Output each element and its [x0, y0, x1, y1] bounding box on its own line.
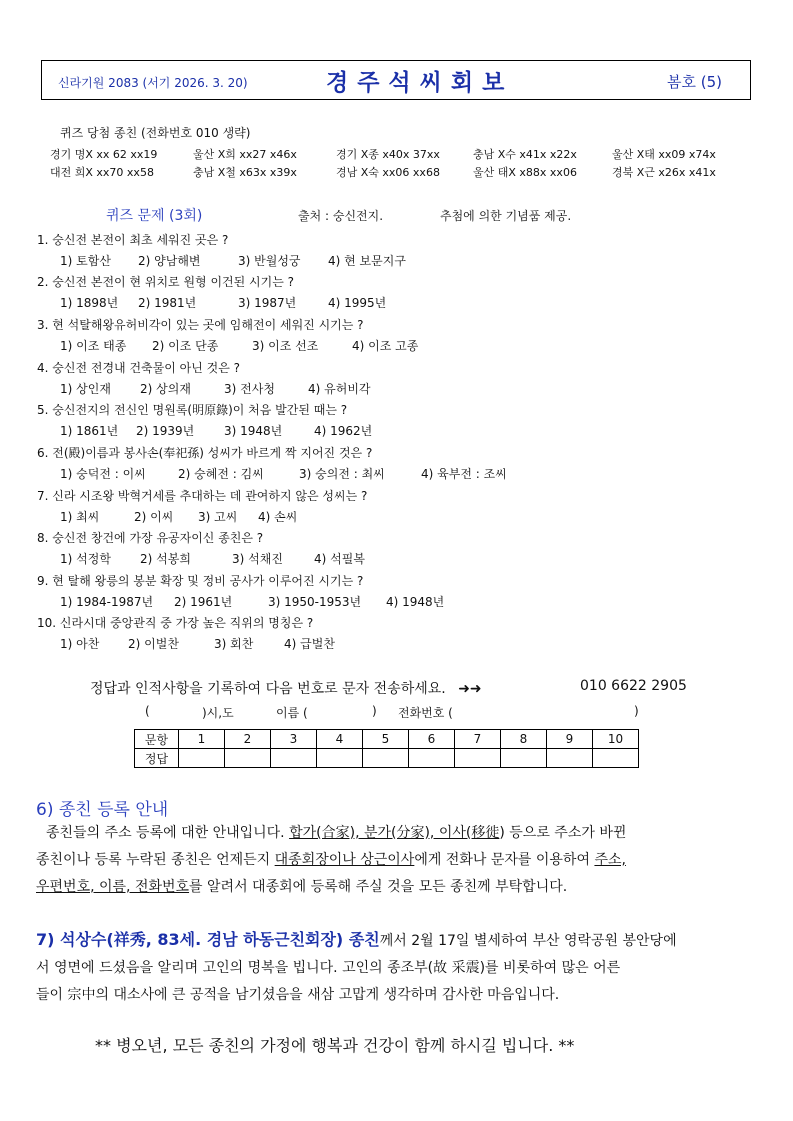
quiz-option: 2) 숭혜전 : 김씨: [178, 467, 264, 481]
form-name-label: 이름 (: [276, 706, 308, 720]
question-number: 4: [317, 730, 363, 749]
quiz-question: 9. 현 탈해 왕릉의 봉분 확장 및 정비 공사가 이루어진 시기는 ?: [37, 574, 364, 588]
table-row-label: 문항: [135, 730, 179, 749]
section6-text: 를 알려서 대종회에 등록해 주실 것을 모든 종친께 부탁합니다.: [189, 879, 568, 895]
answer-cell[interactable]: [363, 749, 409, 768]
section6-line: [36, 847, 756, 874]
table-row: [135, 749, 639, 768]
newsletter-header: [41, 60, 751, 100]
winners-title: 퀴즈 당첨 종친 (전화번호 010 생략): [60, 126, 251, 140]
section7-line: [36, 926, 756, 955]
section6-underlined: 대종회장이나 상근이사: [274, 852, 415, 868]
section7-line: 들이 宗中의 대소사에 큰 공적을 남기셨음을 새삼 고맙게 생각하며 감사한 마음입니다.: [36, 987, 560, 1003]
section6-underlined: 합가(合家), 분가(分家), 이사(移徙: [289, 825, 500, 841]
table-row: [135, 730, 639, 749]
quiz-option: 4) 유허비각: [308, 382, 371, 396]
answer-cell[interactable]: [317, 749, 363, 768]
answer-cell[interactable]: [547, 749, 593, 768]
quiz-question: 10. 신라시대 중앙관직 중 가장 높은 직위의 명칭은 ?: [37, 616, 314, 630]
quiz-options: [60, 252, 406, 269]
question-number: 1: [179, 730, 225, 749]
question-number: 6: [409, 730, 455, 749]
quiz-option: 1) 1984-1987년: [60, 595, 154, 609]
answer-cell[interactable]: [179, 749, 225, 768]
section6-underlined: 우편번호, 이름, 전화번호: [36, 879, 190, 895]
winner-entry: 경기 X종 x40x 37xx: [336, 148, 440, 161]
winner-entry: 울산 태X x88x xx06: [473, 166, 577, 179]
quiz-option: 2) 이조 단종: [152, 339, 219, 353]
closing-message: ** 병오년, 모든 종친의 가정에 행복과 건강이 함께 하시길 빕니다. **: [95, 1036, 575, 1055]
question-number: 10: [593, 730, 639, 749]
section7-body: [36, 926, 756, 1009]
question-number: 9: [547, 730, 593, 749]
answer-cell[interactable]: [271, 749, 317, 768]
arrow-icon: ➜➜: [458, 681, 482, 697]
section7-text: 께서 2월 17일 별세하여 부산 영락공원 봉안당에: [379, 933, 677, 949]
quiz-option: 1) 1898년: [60, 296, 119, 310]
question-number: 8: [501, 730, 547, 749]
quiz-option: 3) 이조 선조: [252, 339, 319, 353]
quiz-question: 1. 숭신전 본전이 최초 세워진 곳은 ?: [37, 233, 229, 247]
answer-cell[interactable]: [455, 749, 501, 768]
header-date: 신라기원 2083 (서기 2026. 3. 20): [58, 76, 248, 90]
quiz-options: [60, 550, 365, 567]
quiz-option: 2) 석봉희: [140, 552, 191, 566]
winner-entry: 울산 X희 xx27 x46x: [193, 148, 297, 161]
quiz-options: [60, 337, 418, 354]
section6-title: 6) 종친 등록 안내: [36, 800, 169, 820]
quiz-source: 출처 : 숭신전지.: [298, 209, 384, 223]
question-number: 3: [271, 730, 317, 749]
section6-line: [36, 820, 756, 847]
section6-text: 종친이나 등록 누락된 종친은 언제든지: [36, 852, 275, 868]
quiz-options: [60, 593, 444, 610]
quiz-option: 4) 1948년: [386, 595, 445, 609]
answer-cell[interactable]: [501, 749, 547, 768]
quiz-option: 3) 회찬: [214, 637, 254, 651]
quiz-option: 2) 1939년: [136, 424, 195, 438]
quiz-question: 5. 숭신전지의 전신인 명원록(明原錄)이 처음 발간된 때는 ?: [37, 403, 348, 417]
quiz-option: 3) 숭의전 : 최씨: [299, 467, 385, 481]
winner-entry: 경북 X근 x26x x41x: [612, 166, 716, 179]
section6-body: [36, 820, 756, 901]
quiz-option: 1) 석정학: [60, 552, 111, 566]
submit-instruction: [90, 678, 482, 698]
quiz-option: 1) 이조 태종: [60, 339, 127, 353]
quiz-option: 4) 1995년: [328, 296, 387, 310]
section7-title: 7) 석상수(祥秀, 83세. 경남 하동근친회장) 종친: [36, 930, 380, 949]
quiz-option: 3) 1987년: [238, 296, 297, 310]
winner-entry: 울산 X태 xx09 x74x: [612, 148, 716, 161]
quiz-options: [60, 422, 372, 439]
winner-entry: 경기 명X xx 62 xx19: [50, 148, 158, 161]
winner-entry: 충남 X수 x41x x22x: [473, 148, 577, 161]
quiz-options: [60, 508, 297, 525]
question-number: 7: [455, 730, 501, 749]
winner-entry: 경남 X숙 xx06 xx68: [336, 166, 440, 179]
quiz-option: 3) 고씨: [198, 510, 238, 524]
section6-text: 에게 전화나 문자를 이용하여: [414, 852, 595, 868]
quiz-option: 1) 1861년: [60, 424, 119, 438]
newsletter-title: 경주석씨회보: [326, 70, 514, 96]
quiz-option: 1) 아찬: [60, 637, 100, 651]
answer-cell[interactable]: [409, 749, 455, 768]
quiz-option: 1) 최씨: [60, 510, 100, 524]
quiz-question: 8. 숭신전 창건에 가장 유공자이신 종친은 ?: [37, 531, 264, 545]
quiz-option: 2) 이벌찬: [128, 637, 179, 651]
form-region-label: )시,도: [202, 706, 234, 720]
quiz-question: 7. 신라 시조왕 박혁거세를 추대하는 데 관여하지 않은 성씨는 ?: [37, 489, 368, 503]
quiz-options: [60, 380, 371, 397]
quiz-option: 3) 1950-1953년: [268, 595, 362, 609]
quiz-option: 3) 1948년: [224, 424, 283, 438]
question-number: 5: [363, 730, 409, 749]
submit-phone: 010 6622 2905: [580, 678, 687, 694]
quiz-options: [60, 294, 386, 311]
quiz-question: 6. 전(殿)이름과 봉사손(奉祀孫) 성씨가 바르게 짝 지어진 것은 ?: [37, 446, 373, 460]
section6-underlined: 주소,: [594, 852, 626, 868]
quiz-option: 3) 반월성궁: [238, 254, 301, 268]
quiz-option: 3) 전사청: [224, 382, 275, 396]
form-phone-close: ): [634, 704, 639, 718]
answer-cell[interactable]: [225, 749, 271, 768]
quiz-option: 4) 손씨: [258, 510, 298, 524]
quiz-option: 4) 1962년: [314, 424, 373, 438]
section6-text: ) 등으로 주소가 바뀐: [499, 825, 627, 841]
quiz-option: 4) 석필복: [314, 552, 365, 566]
quiz-option: 1) 상인재: [60, 382, 111, 396]
table-row-label: 정답: [135, 749, 179, 768]
section6-text: 종친들의 주소 등록에 대한 안내입니다.: [46, 825, 290, 841]
question-number: 2: [225, 730, 271, 749]
quiz-option: 4) 급벌찬: [284, 637, 335, 651]
quiz-question: 3. 현 석탈해왕유허비각이 있는 곳에 임해전이 세워진 시기는 ?: [37, 318, 364, 332]
quiz-option: 4) 현 보문지구: [328, 254, 406, 268]
quiz-option: 4) 이조 고종: [352, 339, 419, 353]
form-phone-label: 전화번호 (: [398, 706, 453, 720]
quiz-option: 1) 숭덕전 : 이씨: [60, 467, 146, 481]
quiz-option: 1) 토함산: [60, 254, 111, 268]
quiz-question: 2. 숭신전 본전이 현 위치로 원형 이건된 시기는 ?: [37, 275, 294, 289]
section7-line: 서 영면에 드셨음을 알리며 고인의 명복을 빕니다. 고인의 종조부(故 采震)를 비롯하여 많은 어른: [36, 960, 621, 976]
winner-entry: 대전 희X xx70 xx58: [50, 166, 154, 179]
quiz-title: 퀴즈 문제 (3회): [106, 208, 203, 224]
quiz-option: 2) 이씨: [134, 510, 174, 524]
quiz-options: [60, 465, 507, 482]
form-region-open: (: [145, 704, 150, 718]
quiz-prize: 추첨에 의한 기념품 제공.: [440, 209, 572, 223]
quiz-option: 4) 육부전 : 조씨: [421, 467, 507, 481]
section6-line: [36, 874, 756, 901]
quiz-option: 2) 상의재: [140, 382, 191, 396]
quiz-option: 2) 1961년: [174, 595, 233, 609]
answer-cell[interactable]: [593, 749, 639, 768]
answer-table: [134, 729, 639, 768]
issue-label: 봄호 (5): [667, 73, 722, 91]
winner-entry: 충남 X철 x63x x39x: [193, 166, 297, 179]
form-name-close: ): [372, 704, 377, 718]
quiz-options: [60, 635, 335, 652]
quiz-question: 4. 숭신전 전경내 건축물이 아닌 것은 ?: [37, 361, 240, 375]
quiz-option: 3) 석채진: [232, 552, 283, 566]
quiz-option: 2) 1981년: [138, 296, 197, 310]
submit-instruction-text: 정답과 인적사항을 기록하여 다음 번호로 문자 전송하세요.: [90, 681, 446, 697]
quiz-option: 2) 양남해변: [138, 254, 201, 268]
